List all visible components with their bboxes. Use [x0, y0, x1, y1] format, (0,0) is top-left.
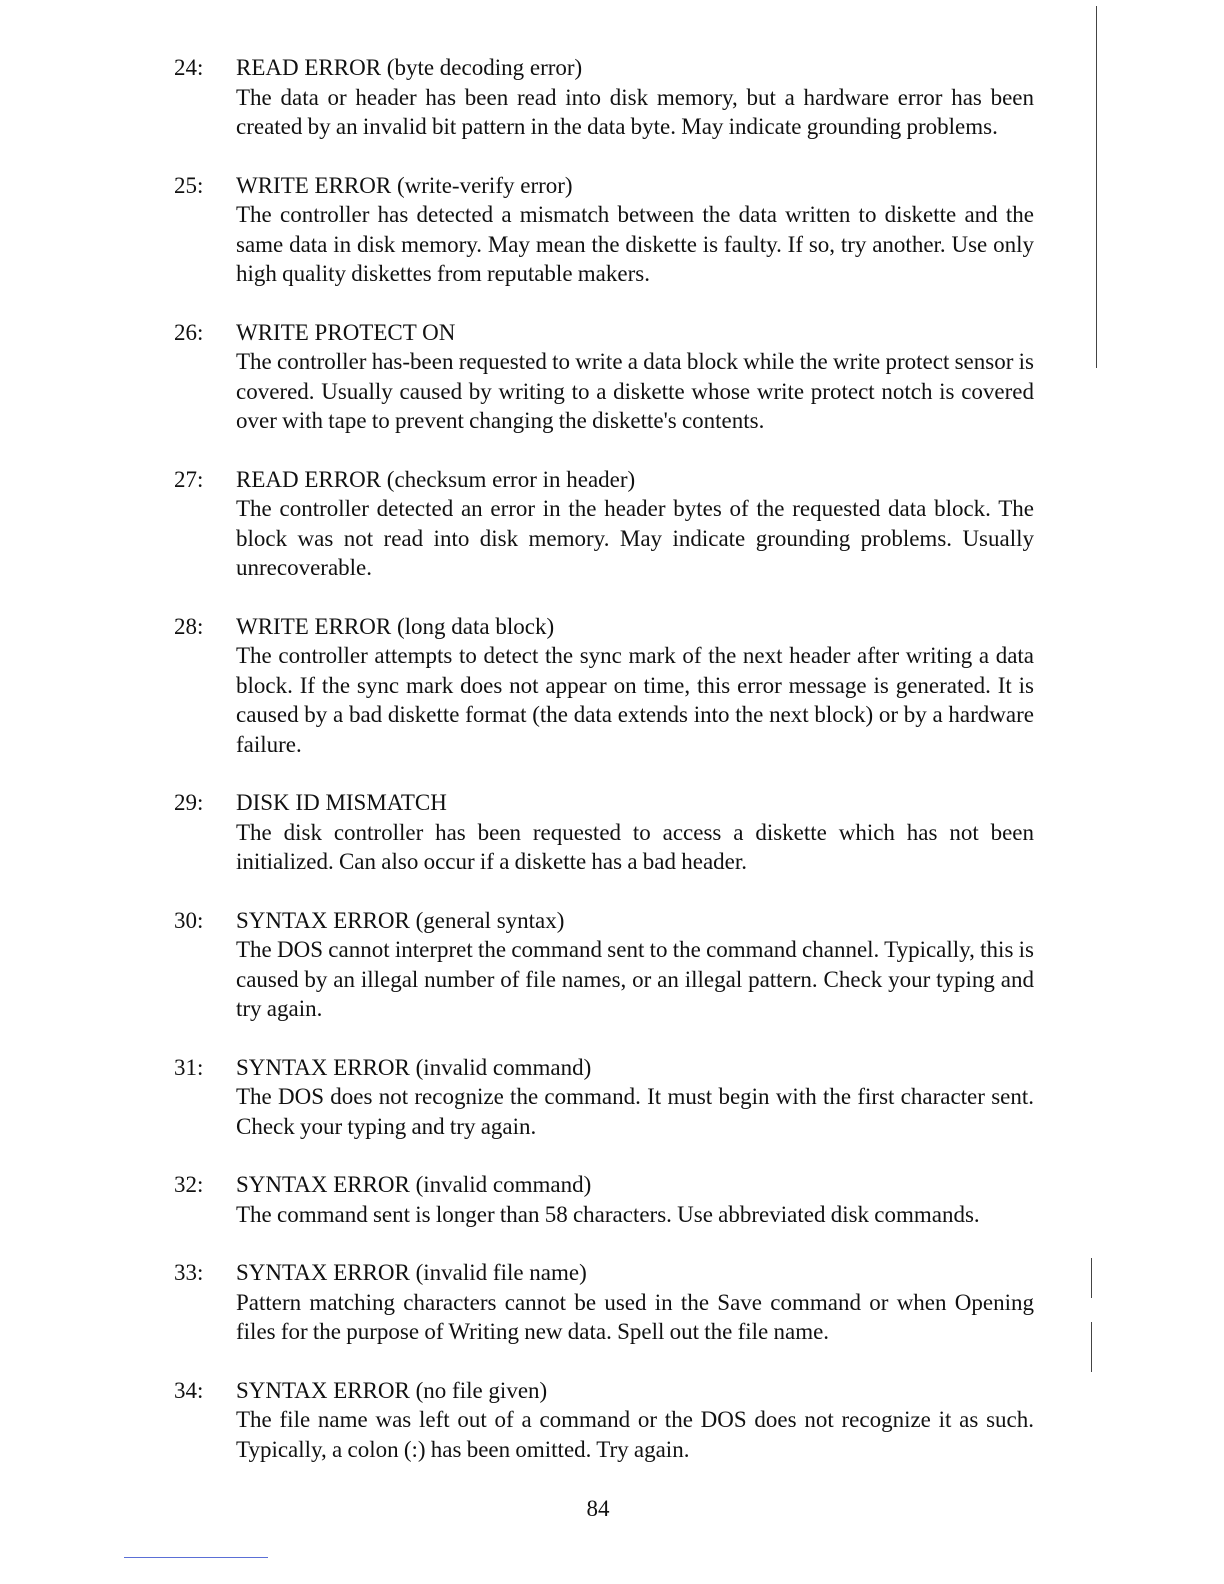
error-description: The file name was left out of a command or the DOS does not recognize it as such. Typically, a colon (:) has been omitted. Try again.: [236, 1407, 1034, 1462]
error-content: [236, 612, 1034, 760]
error-content: [236, 465, 1034, 583]
error-description: The DOS does not recognize the command. It must begin with the first character sent. Check your typing and try again.: [236, 1084, 1034, 1139]
error-content: [236, 1053, 1034, 1142]
error-code: 32:: [174, 1172, 204, 1197]
page-number: 84: [586, 1496, 610, 1521]
error-description: The controller attempts to detect the sync mark of the next header after writing a data block. If the sync mark does not appear on time, this error message is generated. It is caused by a bad diskette format (the data extends into the next block) or by a hardware failure.: [236, 643, 1034, 757]
error-entry-34: [174, 1376, 1034, 1465]
error-entry-26: [174, 318, 1034, 436]
error-heading: SYNTAX ERROR (invalid file name): [236, 1260, 587, 1285]
bottom-rule: [124, 1557, 268, 1558]
error-entry-25: [174, 171, 1034, 289]
error-code: 34:: [174, 1377, 204, 1403]
error-heading: SYNTAX ERROR (invalid command): [236, 1172, 592, 1197]
error-entry-32: [174, 1170, 1034, 1229]
error-entry-30: [174, 906, 1034, 1024]
error-heading: SYNTAX ERROR (general syntax): [236, 907, 565, 933]
error-code: 27:: [174, 466, 204, 492]
error-entry-33: [174, 1258, 1034, 1347]
error-description: The controller has detected a mismatch between the data written to diskette and the same data in disk memory. May mean the diskette is faulty. If so, try another. Use only high quality diskettes from reputable makers.: [236, 202, 1034, 286]
margin-line: [1091, 1258, 1092, 1298]
error-heading: SYNTAX ERROR (no file given): [236, 1377, 548, 1403]
error-code: 24:: [174, 55, 204, 80]
error-entry-27: [174, 465, 1034, 583]
error-code: 31:: [174, 1054, 204, 1080]
margin-line: [1091, 1322, 1092, 1372]
error-code-list: [174, 53, 1034, 1493]
error-code: 25:: [174, 172, 204, 198]
error-code: 28:: [174, 613, 204, 639]
error-heading: WRITE ERROR (long data block): [236, 613, 555, 639]
error-description: Pattern matching characters cannot be used in the Save command or when Opening files for the purpose of Writing new data. Spell out the file name.: [236, 1289, 1034, 1344]
error-heading: WRITE ERROR (write-verify error): [236, 172, 573, 198]
error-content: [236, 1170, 1034, 1229]
margin-line: [1096, 6, 1097, 368]
error-description: The DOS cannot interpret the command sent to the command channel. Typically, this is caused by an illegal number of file names, or an illegal pattern. Check your typing and try again.: [236, 937, 1034, 1021]
error-content: [236, 318, 1034, 436]
error-content: [236, 171, 1034, 289]
error-description: The command sent is longer than 58 characters. Use abbreviated disk commands.: [236, 1201, 980, 1227]
error-code: 26:: [174, 319, 204, 345]
error-entry-29: [174, 788, 1034, 877]
error-heading: WRITE PROTECT ON: [236, 319, 456, 345]
error-heading: READ ERROR (checksum error in header): [236, 466, 636, 492]
error-description: The data or header has been read into disk memory, but a hardware error has been created by an invalid bit pattern in the data byte. May indicate grounding problems.: [236, 84, 1034, 139]
error-code: 33:: [174, 1260, 204, 1285]
error-content: [236, 906, 1034, 1024]
error-heading: SYNTAX ERROR (invalid command): [236, 1054, 592, 1080]
error-description: The disk controller has been requested to access a diskette which has not been initialized. Can also occur if a diskette has a bad header.: [236, 819, 1034, 874]
error-entry-31: [174, 1053, 1034, 1142]
error-heading: READ ERROR (byte decoding error): [236, 55, 583, 80]
error-entry-24: [174, 53, 1034, 142]
error-heading: DISK ID MISMATCH: [236, 790, 447, 815]
error-code: 29:: [174, 790, 204, 815]
error-code: 30:: [174, 907, 204, 933]
error-description: The controller detected an error in the header bytes of the requested data block. The block was not read into disk memory. May indicate grounding problems. Usually unrecoverable.: [236, 496, 1034, 580]
error-content: [236, 1258, 1034, 1347]
error-content: [236, 1376, 1034, 1465]
error-description: The controller has-been requested to write a data block while the write protect sensor is covered. Usually caused by writing to a diskette whose write protect notch is covered over with tape to prevent changing the diskette's contents.: [236, 349, 1034, 433]
error-content: [236, 53, 1034, 142]
error-content: [236, 788, 1034, 877]
error-entry-28: [174, 612, 1034, 760]
